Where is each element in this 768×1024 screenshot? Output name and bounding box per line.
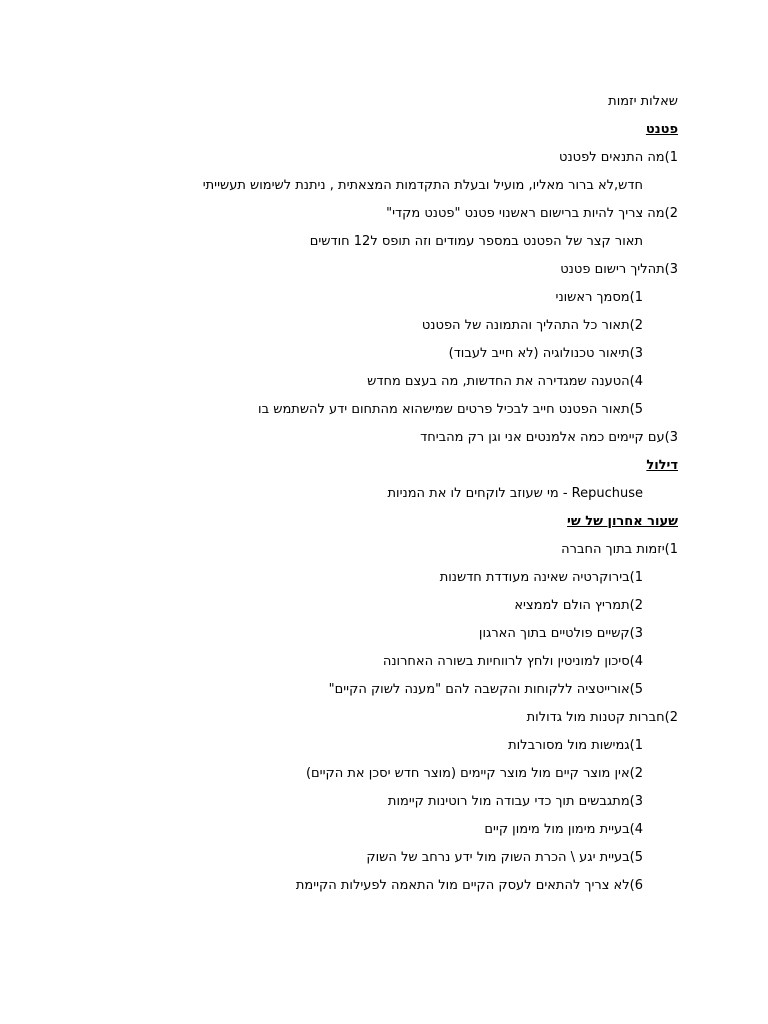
list-item: 4)בעיית מימון מול מימון קיים bbox=[484, 822, 643, 837]
list-item: 5)אורייטציה ללקוחות והקשבה להם "מענה לשוק הקיים" bbox=[328, 682, 643, 697]
list-item: 6)לא צריך להתאים לעסק הקיים מול התאמה לפעילות הקיימת bbox=[295, 878, 643, 893]
list-item: 2)תאור כל התהליך והתמונה של הפטנט bbox=[421, 318, 643, 333]
section-heading-patent: פטנט bbox=[645, 122, 678, 137]
answer-line: חדש,לא ברור מאליו, מועיל ובעלת התקדמות המצאתית , ניתנת לשימוש תעשייתי bbox=[202, 178, 643, 193]
list-item: 1)מסמך ראשוני bbox=[555, 290, 643, 305]
list-item: 1)בירוקרטיה שאינה מעודדת חדשנות bbox=[439, 570, 643, 585]
list-item: 4)סיכון למוניטין ולחץ לרווחיות בשורה האחרונה bbox=[382, 654, 643, 669]
document-title: שאלות יזמות bbox=[608, 94, 678, 109]
section-heading-last-lesson: שעור אחרון של שי bbox=[567, 514, 678, 529]
list-item: 4)הטענה שמגדירה את החדשות, מה בעצם מחדש bbox=[367, 374, 643, 389]
question-line: 2)מה צריך להיות ברישום ראשנוי פטנט "פטנט מקדי" bbox=[386, 206, 678, 221]
list-item: 5)בעיית יגע \ הכרת השוק מול ידע נרחב של השוק bbox=[366, 850, 643, 865]
topic-line: 2)חברות קטנות מול גדולות bbox=[526, 710, 678, 725]
question-line: 1)מה התנאים לפטנט bbox=[559, 150, 678, 165]
topic-line: 1)יזמות בתוך החברה bbox=[561, 542, 678, 557]
answer-line: תאור קצר של הפטנט במספר עמודים וזה תופס ל12 חודשים bbox=[309, 234, 643, 249]
list-item: 3)מתגבשים תוך כדי עבודה מול רוטינות קיימות bbox=[387, 794, 643, 809]
list-item: 2)תמריץ הולם לממציא bbox=[514, 598, 643, 613]
list-item: 2)אין מוצר קיים מול מוצר קיימים (מוצר חדש יסכן את הקיים) bbox=[305, 766, 643, 781]
definition-line: Repuchuse - מי שעוזב לוקחים לו את המניות bbox=[387, 486, 643, 501]
section-heading-dilution: דילול bbox=[646, 458, 678, 473]
question-line: 3)עם קיימים כמה אלמנטים אני וגן רק מהביחד bbox=[420, 430, 678, 445]
list-item: 1)גמישות מול מסורבלות bbox=[508, 738, 643, 753]
list-item: 3)תיאור טכנולוגיה (לא חייב לעבוד) bbox=[448, 346, 643, 361]
list-item: 3)קשיים פולטיים בתוך הארגון bbox=[478, 626, 643, 641]
document-body bbox=[78, 88, 678, 900]
question-line: 3)תהליך רישום פטנט bbox=[560, 262, 678, 277]
list-item: 5)תאור הפטנט חייב לבכיל פרטים שמישהוא מהתחום ידע להשתמש בו bbox=[258, 402, 643, 417]
